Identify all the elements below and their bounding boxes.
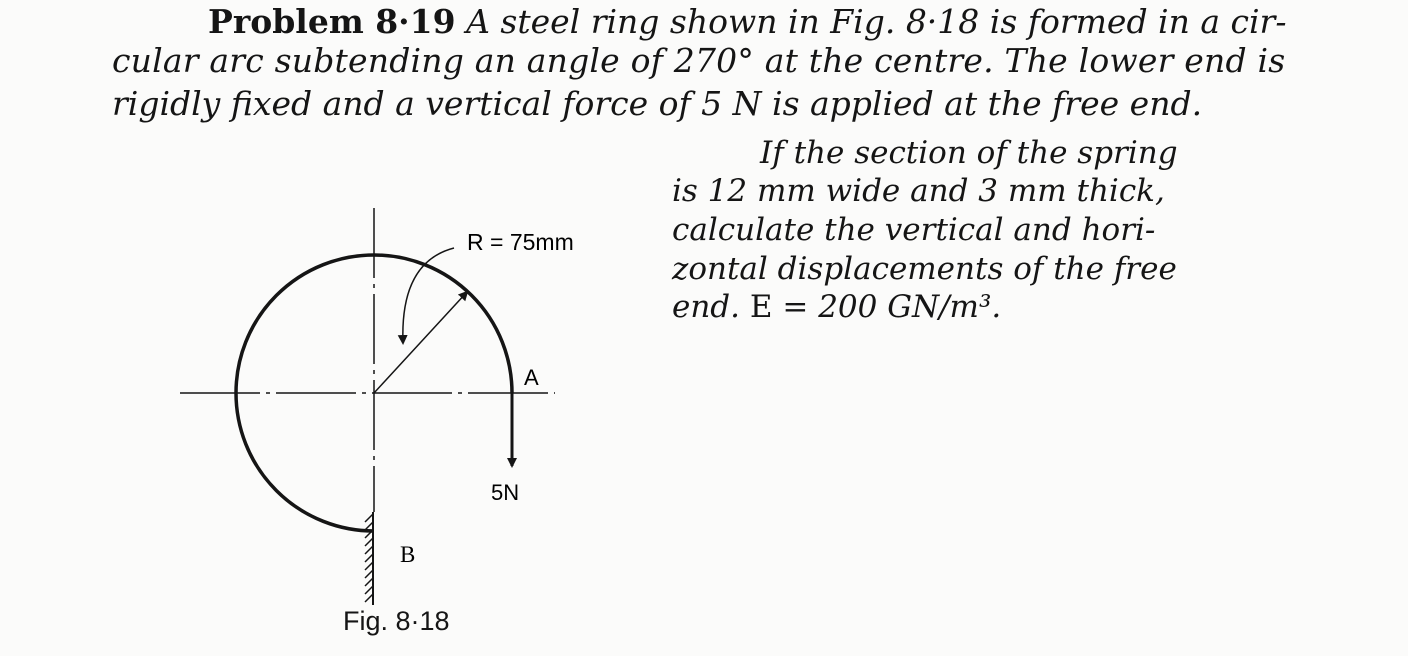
side-text-line-4: zontal displacements of the free: [672, 251, 1177, 287]
side-text-line-5: [672, 288, 1192, 326]
figure-caption: Fig. 8·18: [343, 606, 450, 636]
radius-label: R = 75mm: [467, 229, 574, 255]
side-text-line-1: If the section of the spring: [760, 135, 1178, 171]
modulus-symbol: E: [749, 289, 773, 325]
problem-line-1: [208, 2, 1408, 42]
force-label: 5N: [491, 480, 520, 505]
point-b-label: B: [400, 542, 416, 567]
side-text-line-3: calculate the vertical and hori-: [672, 212, 1156, 248]
problem-line-2: cular arc subtending an angle of 270° at the centre. The lower end is: [112, 41, 1286, 80]
side-text-line-2: is 12 mm wide and 3 mm thick,: [672, 173, 1165, 209]
side-text-end: end.: [672, 289, 750, 325]
problem-line-3: rigidly fixed and a vertical force of 5 N is applied at the free end.: [112, 84, 1203, 123]
steel-ring-figure: [170, 200, 600, 645]
modulus-value: = 200 GN/m³.: [772, 289, 1002, 325]
point-a-label: A: [524, 365, 539, 390]
radius-arrow: [374, 292, 467, 393]
problem-heading: Problem 8·19: [208, 2, 456, 41]
radius-leader-arrow: [403, 248, 454, 343]
support-hatching: [365, 514, 373, 602]
problem-text-1: A steel ring shown in Fig. 8·18 is formed in a cir-: [455, 2, 1287, 41]
